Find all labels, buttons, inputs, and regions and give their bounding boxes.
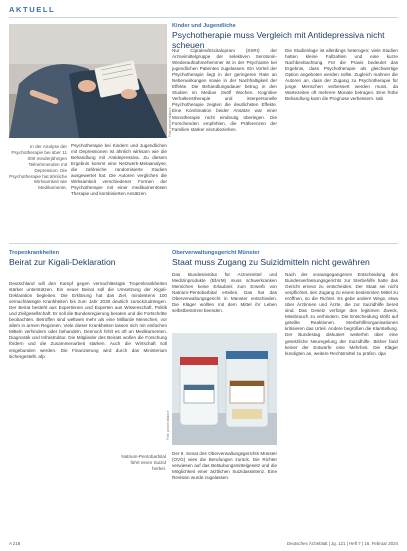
article3-column-1b: Der 9. Senat des Oberverwaltungsgerichts Münster (OVG) wies die Berufungen zurück. Die Richter verwiesen auf das Betäubungsmittelgesetz und die Möglichkeit einer ärztlichen Suizidassistenz. Eine Revision wurde zugelassen.	[172, 451, 277, 481]
article3-photo	[172, 333, 277, 445]
article3-column-2: Nach der vorausgegangenen Entscheidung des Bundesverfassungsgerichts zur Sterbehilfe hatte das Gericht erneut zu entscheiden. Der Staat sei nicht verpflichtet, den Zugang zu einem bestimmten Mittel zu eröffnen, so die Richter. Es gebe andere Wege, etwa über Ärztinnen und Ärzte, die zur Suizidhilfe bereit sind. Das Gesetz verfolge den legitimen Zweck, Missbrauch zu verhindern. Die Entscheidung stößt auf geteilte Reaktionen. Sterbehilfeorganisationen kritisieren das Urteil. Andere begrüßen die Klarstellung. Der Bundestag diskutiert weiterhin über eine gesetzliche Neuregelung der Suizidhilfe. Bisher fand keiner der Entwürfe eine Mehrheit. Die Kläger kündigten an, weitere Rechtsmittel zu prüfen. dpa	[285, 272, 398, 356]
article1-photo-credit: Foto: picture alliance	[168, 107, 172, 137]
article1-photo	[9, 24, 167, 138]
article3-headline: Staat muss Zugang zu Suizidmitteln nicht gewähren	[172, 257, 370, 267]
article3-photo-credit: Foto: picture alliance	[166, 410, 170, 440]
section-tag: AKTUELL	[9, 5, 56, 14]
article3-caption: Natrium-Pentobarbital führt einen Suizid herbei.	[121, 454, 166, 471]
header-rule	[9, 17, 398, 18]
section-divider	[9, 243, 398, 244]
article1-kicker: Kinder und Jugendliche	[172, 23, 236, 29]
article2-body: Deutschland will den Kampf gegen vernachlässigte Tropenkrankheiten stärker unterstützen. Ein neuer Beirat soll die Umsetzung der Kigali-Deklaration begleiten. Die Erklärung hat das Ziel, mindestens 100 vernachlässigte Krankheiten bis zum Jahr 2030 deutlich zurückzudrängen. Der Beirat besteht aus Expertinnen und Experten aus Wissenschaft, Politik und Zivilgesellschaft. Er soll die Bundesregierung beraten und die Fortschritte beobachten. Betroffen sind weltweit mehr als eine Milliarde Menschen, vor allem in armen Regionen. Viele dieser Krankheiten lassen sich mit einfachen Mitteln verhindern oder behandeln. Dennoch fehlt es oft an Medikamenten, Diagnostik und Infrastruktur. Die Mitglieder des Beirats wollen die Forschung fördern und die Zusammenarbeit stärken. Auch die Wirtschaft soll eingebunden werden. Die Finanzierung wird durch das Ministerium sichergestellt. afp	[9, 281, 167, 359]
article2-kicker: Tropenkrankheiten	[9, 250, 60, 256]
journal-citation: Deutsches Ärzteblatt | Jg. 121 | Heft 7 | 16. Februar 2024	[286, 541, 398, 546]
article1-headline: Psychotherapie muss Vergleich mit Antidepressiva nicht scheuen	[172, 30, 385, 50]
article1-caption: In der Analyse der Psychotherapie bei über 11 000 minderjährigen Teilnehmenden mit Depression. Die Psychotherapie hat ähnliche Wirksamkeit wie Medikamente.	[9, 144, 67, 191]
article3-kicker: Oberverwaltungsgericht Münster	[172, 250, 260, 256]
article1-column-3: Die Studienlage ist allerdings heterogen; viele Studien hatten kleine Fallzahlen und eine kurze Nachbeobachtung. Für die Praxis bedeutet das Ergebnis, dass Psychotherapie als gleichwertige Option angeboten werden sollte. Zugleich mahnen die Autoren an, dass der Zugang zu Psychotherapie für junge Menschen verbessert werden muss, da Wartezeiten oft mehrere Monate betragen. Eine frühe Behandlung kann die Prognose verbessern. sab	[285, 48, 398, 102]
page-number: A 218	[9, 541, 21, 546]
therapy-session-image	[9, 24, 167, 138]
article2-headline: Beirat zur Kigali-Deklaration	[9, 257, 116, 267]
article1-column-1: Psychotherapie bei Kindern und Jugendlichen mit Depressionen ist ähnlich wirksam wie die Behandlung mit Antidepressiva. Zu diesem Ergebnis kommt eine Netzwerk-Metaanalyse, die zahlreiche randomisierte Studien ausgewertet hat. Die Autoren verglichen die Wirksamkeit verschiedener Formen der Psychotherapie mit einer medikamentösen Therapie und kombinierten Ansätzen.	[71, 143, 167, 197]
medicine-bottles-image	[172, 333, 277, 445]
article1-column-2: Nur Cipralex/Escitalopram (SSRI) der Arzneimittelgruppe der selektiven Serotonin-Wiederaufnahmehemmer ist in der Psychiatrie bei jugendlichen Patienten zugelassen. Ein Vorteil der Psychotherapie liegt in der geringeren Rate an Nebenwirkungen sowie in der Nachhaltigkeit der Effekte. Die Behandlungsdauer betrug in den Studien im Median zwölf Wochen. Kognitive Verhaltenstherapie und interpersonelle Psychotherapie zeigten die deutlichsten Effekte. Eine Kombination beider Ansätze war einer Monotherapie nicht eindeutig überlegen. Die Forschenden empfehlen, die Präferenzen der Familien stärker einzubeziehen.	[172, 48, 277, 132]
article3-column-1: Das Bundesinstitut für Arzneimittel und Medizinprodukte (BfArM) muss schwerkranken Menschen keine Erlaubnis zum Erwerb von Natrium-Pentobarbital erteilen. Das hat das Oberverwaltungsgericht in Münster entschieden. Die Kläger wollten mit dem Mittel ihr Leben selbstbestimmt beenden.	[172, 272, 277, 314]
